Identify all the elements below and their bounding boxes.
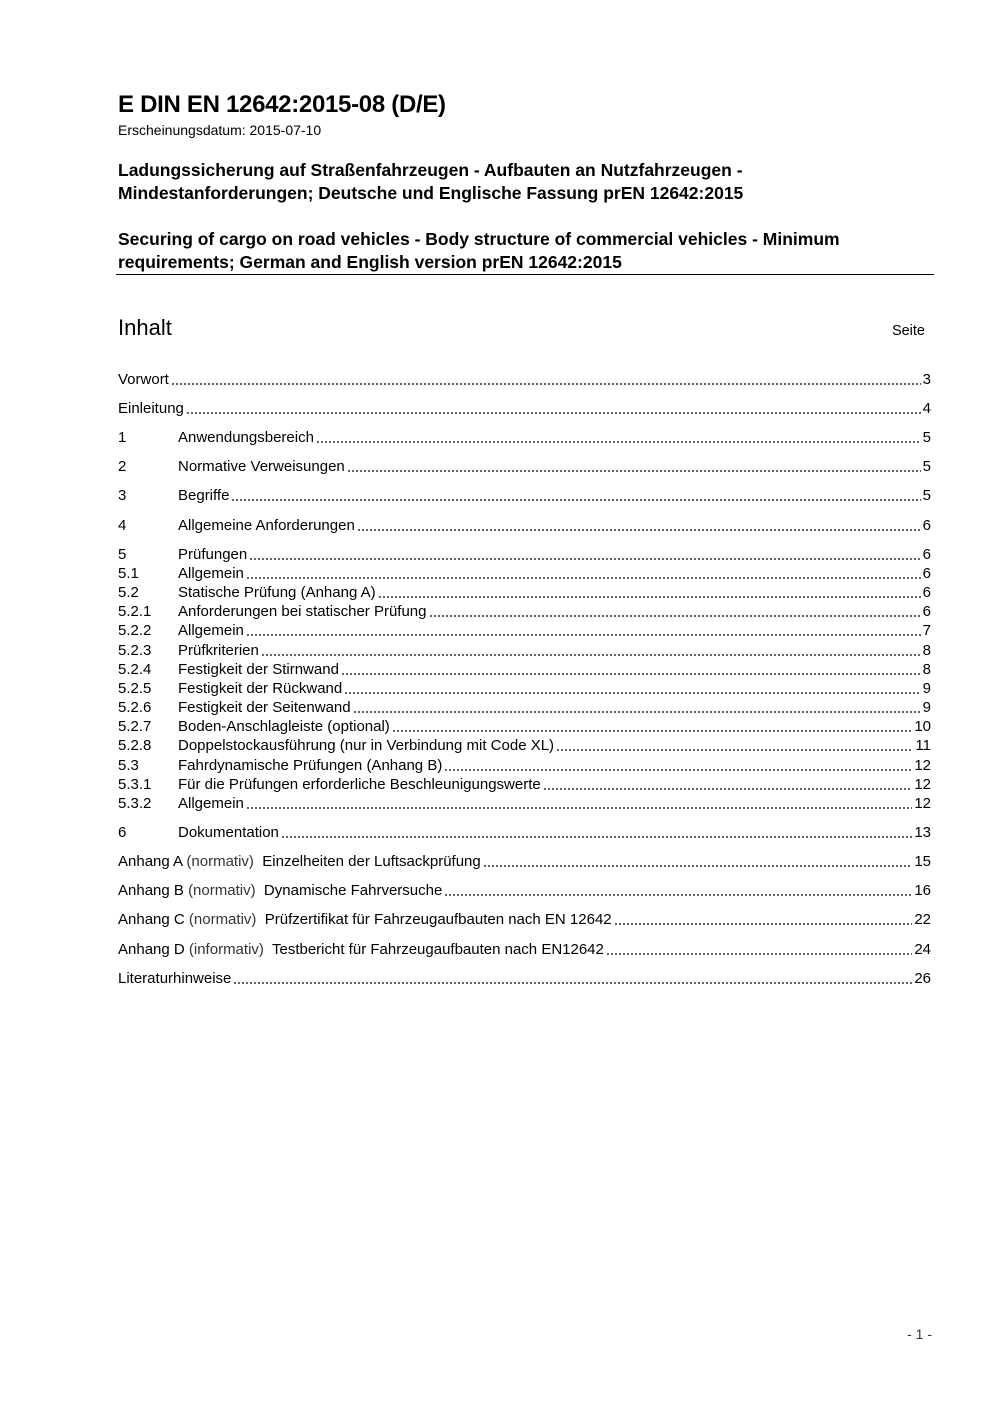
toc-dot-leader (429, 614, 921, 618)
toc-entry-title: Dokumentation (178, 824, 279, 841)
toc-entry[interactable] (118, 699, 931, 717)
toc-entry-page: 5 (922, 458, 931, 475)
toc-entry-page: 6 (922, 517, 931, 534)
toc-annex-title (118, 941, 604, 959)
toc-dot-leader (281, 835, 912, 839)
toc-entry-title: Festigkeit der Rückwand (178, 680, 343, 697)
toc-entry[interactable] (118, 941, 931, 959)
toc-entry-title: Prüfzertifikat für Fahrzeugaufbauten nach EN 12642 (264, 911, 612, 928)
toc-entry[interactable] (118, 429, 931, 447)
toc-entry-title: Prüfkriterien (178, 642, 259, 659)
toc-entry[interactable] (118, 546, 931, 564)
toc-entry-title: Allgemein (178, 565, 244, 582)
toc-entry-page: 22 (914, 911, 931, 928)
toc-annex-title (118, 853, 481, 871)
toc-annex-label: Anhang D (118, 941, 185, 958)
toc-entry-page: 24 (914, 941, 931, 958)
toc-page-column-label: Seite (891, 323, 925, 339)
toc-entry-number: 5.2.3 (118, 642, 152, 659)
toc-entry-number: 1 (118, 429, 127, 446)
toc-entry-title: Prüfungen (178, 546, 248, 563)
toc-entry[interactable] (118, 622, 931, 640)
toc-entry-number: 3 (118, 487, 127, 504)
toc-entry-title: Allgemein (178, 795, 244, 812)
toc-entry-title: Doppelstockausführung (nur in Verbindung mit Code XL) (178, 737, 555, 754)
toc-entry[interactable] (118, 824, 931, 842)
toc-entry-title: Boden-Anschlagleiste (optional) (178, 718, 390, 735)
toc-entry-page: 9 (922, 699, 931, 716)
toc-entry-page: 10 (914, 718, 931, 735)
toc-entry[interactable] (118, 565, 931, 583)
toc-entry-page: 6 (922, 603, 931, 620)
toc-entry-title: Für die Prüfungen erforderliche Beschleunigungswerte (178, 776, 541, 793)
toc-entry-title: Anforderungen bei statischer Prüfung (178, 603, 427, 620)
toc-dot-leader (614, 922, 913, 926)
toc-annex-label: Anhang B (118, 882, 184, 899)
title-german: Ladungssicherung auf Straßenfahrzeugen - Aufbauten an Nutzfahrzeugen - Mindestanforderungen; Deutsche und Englische Fassung prEN 12642:2015 (118, 160, 744, 203)
toc-entry-page: 6 (922, 584, 931, 601)
toc-dot-leader (556, 748, 913, 752)
toc-entry-page: 12 (914, 776, 931, 793)
toc-entry-number: 5 (118, 546, 127, 563)
toc-entry-page: 12 (914, 757, 931, 774)
toc-entry-number: 5.2.4 (118, 661, 152, 678)
publication-date: Erscheinungsdatum: 2015-07-10 (118, 122, 322, 138)
toc-entry-number: 5.3.2 (118, 795, 152, 812)
toc-dot-leader (261, 653, 921, 657)
toc-annex-kind: (normativ) (188, 882, 256, 899)
toc-dot-leader (246, 806, 912, 810)
toc-annex-label: Anhang A (118, 853, 183, 870)
toc-entry-number: 5.2.8 (118, 737, 152, 754)
toc-entry-number: 4 (118, 517, 127, 534)
toc-entry[interactable] (118, 776, 931, 794)
toc-entry-title: Literaturhinweise (118, 970, 232, 987)
toc-entry-number: 5.1 (118, 565, 139, 582)
toc-heading: Inhalt (118, 315, 172, 340)
toc-annex-label: Anhang C (118, 911, 185, 928)
toc-entry-number: 5.2.5 (118, 680, 152, 697)
toc-entry[interactable] (118, 642, 931, 660)
toc-entry-title: Allgemein (178, 622, 244, 639)
toc-annex-title (118, 882, 442, 900)
toc-entry[interactable] (118, 661, 931, 679)
toc-entry-title: Einzelheiten der Luftsackprüfung (262, 853, 481, 870)
toc-entry-title: Anwendungsbereich (178, 429, 314, 446)
toc-entry-number: 5.2.2 (118, 622, 152, 639)
toc-entry[interactable] (118, 517, 931, 535)
toc-dot-leader (171, 382, 921, 386)
toc-dot-leader (233, 981, 912, 985)
toc-entry-title: Normative Verweisungen (178, 458, 345, 475)
toc-entry-page: 26 (914, 970, 931, 987)
toc-dot-leader (543, 787, 913, 791)
toc-dot-leader (246, 576, 921, 580)
toc-entry[interactable] (118, 680, 931, 698)
toc-entry-number: 5.2.6 (118, 699, 152, 716)
toc-entry[interactable] (118, 371, 931, 389)
toc-annex-kind: (normativ) (186, 853, 254, 870)
toc-entry-page: 5 (922, 487, 931, 504)
toc-dot-leader (606, 952, 912, 956)
toc-entry-title: Vorwort (118, 371, 169, 388)
toc-entry[interactable] (118, 911, 931, 929)
toc-dot-leader (378, 595, 921, 599)
toc-entry-page: 16 (914, 882, 931, 899)
toc-entry-title: Allgemeine Anforderungen (178, 517, 355, 534)
toc-entry[interactable] (118, 737, 931, 755)
toc-dot-leader (483, 864, 913, 868)
title-divider (116, 274, 934, 275)
toc-entry-title: Statische Prüfung (Anhang A) (178, 584, 376, 601)
toc-dot-leader (341, 672, 921, 676)
toc-dot-leader (316, 440, 921, 444)
toc-entry[interactable] (118, 718, 931, 736)
toc-entry[interactable] (118, 970, 931, 988)
toc-entry[interactable] (118, 584, 931, 602)
toc-entry-number: 5.2.1 (118, 603, 152, 620)
toc-entry[interactable] (118, 757, 931, 775)
toc-entry[interactable] (118, 795, 931, 813)
toc-entry[interactable] (118, 882, 931, 900)
toc-entry-title: Dynamische Fahrversuche (263, 882, 443, 899)
toc-dot-leader (353, 710, 921, 714)
toc-entry[interactable] (118, 853, 931, 871)
toc-entry-page: 9 (922, 680, 931, 697)
toc-entry[interactable] (118, 487, 931, 505)
toc-entry-page: 13 (914, 824, 931, 841)
toc-entry[interactable] (118, 603, 931, 621)
toc-entry-number: 5.3 (118, 757, 139, 774)
toc-entry-page: 4 (922, 400, 931, 417)
toc-dot-leader (392, 729, 913, 733)
toc-entry-page: 11 (915, 737, 931, 754)
title-english: Securing of cargo on road vehicles - Body structure of commercial vehicles - Minimum requirements; German and English version prEN 12642:2015 (118, 229, 840, 272)
toc-entry-page: 6 (922, 565, 931, 582)
toc-annex-title (118, 911, 612, 929)
toc-entry-page: 6 (922, 546, 931, 563)
toc-dot-leader (249, 557, 920, 561)
toc-dot-leader (347, 469, 921, 473)
toc-dot-leader (186, 411, 921, 415)
toc-entry-number: 6 (118, 824, 127, 841)
toc-entry-page: 3 (922, 371, 931, 388)
toc-annex-kind: (normativ) (188, 911, 257, 928)
toc-entry-number: 2 (118, 458, 127, 475)
toc-entry-title: Festigkeit der Seitenwand (178, 699, 351, 716)
document-id: E DIN EN 12642:2015-08 (D/E) (118, 91, 446, 118)
toc-entry-number: 5.2 (118, 584, 139, 601)
toc-entry-page: 7 (922, 622, 931, 639)
toc-annex-kind: (informativ) (188, 941, 264, 958)
toc-entry-number: 5.3.1 (118, 776, 152, 793)
toc-entry-page: 15 (914, 853, 931, 870)
toc-dot-leader (246, 633, 921, 637)
toc-entry-title: Festigkeit der Stirnwand (178, 661, 339, 678)
toc-entry-title: Testbericht für Fahrzeugaufbauten nach EN12642 (271, 941, 604, 958)
toc-dot-leader (357, 528, 921, 532)
toc-entry-page: 5 (922, 429, 931, 446)
toc-entry[interactable] (118, 458, 931, 476)
toc-entry-title: Begriffe (178, 487, 230, 504)
toc-dot-leader (344, 691, 920, 695)
page-number: - 1 - (907, 1326, 932, 1342)
toc-entry[interactable] (118, 400, 931, 418)
toc-entry-title: Fahrdynamische Prüfungen (Anhang B) (178, 757, 443, 774)
toc-entry-page: 12 (914, 795, 931, 812)
toc-dot-leader (444, 768, 912, 772)
toc-entry-page: 8 (922, 642, 931, 659)
toc-entry-title: Einleitung (118, 400, 184, 417)
toc-entry-number: 5.2.7 (118, 718, 152, 735)
toc-entry-page: 8 (922, 661, 931, 678)
toc-dot-leader (444, 893, 912, 897)
toc-dot-leader (231, 498, 920, 502)
